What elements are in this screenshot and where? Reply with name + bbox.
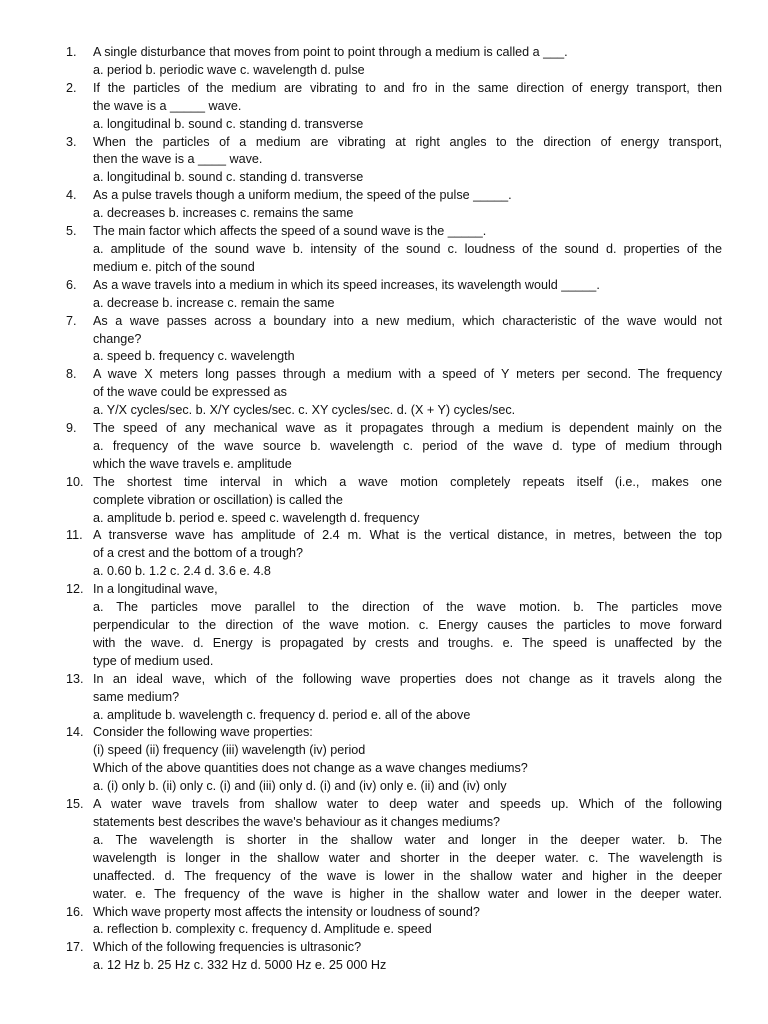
- question-line: a. amplitude b. wavelength c. frequency d. period e. all of the above: [93, 707, 471, 722]
- question-line: a. amplitude b. period e. speed c. wavelength d. frequency: [93, 510, 420, 525]
- question-line: a. 0.60 b. 1.2 c. 2.4 d. 3.6 e. 4.8: [93, 564, 271, 579]
- question-number: 4.: [66, 188, 77, 203]
- question-item: [0, 939, 768, 975]
- question-number: 10.: [66, 474, 84, 489]
- question-item: [0, 904, 768, 940]
- question-number: 8.: [66, 367, 77, 382]
- question-number: 5.: [66, 224, 77, 239]
- question-number: 16.: [66, 904, 84, 919]
- question-line: a. speed b. frequency c. wavelength: [93, 349, 295, 364]
- question-line: a. Y/X cycles/sec. b. X/Y cycles/sec. c. XY cycles/sec. d. (X + Y) cycles/sec.: [93, 403, 516, 418]
- question-text: As a wave travels into a medium in which its speed increases, its wavelength would _____.: [93, 277, 600, 292]
- question-text: In a longitudinal wave,: [93, 582, 218, 597]
- question-line: statements best describes the wave's behaviour as it changes mediums?: [93, 814, 501, 829]
- question-line: a. decrease b. increase c. remain the same: [93, 295, 335, 310]
- question-item: [0, 796, 768, 903]
- question-line: medium e. pitch of the sound: [93, 259, 255, 274]
- question-line: a. reflection b. complexity c. frequency d. Amplitude e. speed: [93, 922, 432, 937]
- question-text: The main factor which affects the speed of a sound wave is the _____.: [93, 224, 487, 239]
- question-line: a. longitudinal b. sound c. standing d. transverse: [93, 170, 364, 185]
- question-line: water. e. The frequency of the wave is higher in the shallow water and lower in the deeper water.: [93, 886, 722, 901]
- question-line: a. 12 Hz b. 25 Hz c. 332 Hz d. 5000 Hz e. 25 000 Hz: [93, 958, 387, 973]
- question-item: [0, 366, 768, 420]
- question-text: When the particles of a medium are vibrating at right angles to the direction of energy transport,: [93, 134, 722, 149]
- question-line: the wave is a _____ wave.: [93, 98, 242, 113]
- question-item: [0, 44, 768, 80]
- question-line: of the wave could be expressed as: [93, 385, 287, 400]
- question-line: Which of the above quantities does not change as a wave changes mediums?: [93, 761, 528, 776]
- question-text: As a wave passes across a boundary into a new medium, which characteristic of the wave would not: [93, 313, 722, 328]
- question-item: [0, 223, 768, 277]
- question-item: [0, 80, 768, 134]
- question-line: then the wave is a ____ wave.: [93, 152, 263, 167]
- question-item: [0, 187, 768, 223]
- question-line: a. amplitude of the sound wave b. intensity of the sound c. loudness of the sound d. properties of the: [93, 241, 722, 256]
- question-line: wavelength is longer in the shallow water and shorter in the deeper water. c. The wavelength is: [93, 850, 722, 865]
- question-number: 14.: [66, 725, 84, 740]
- question-item: [0, 724, 768, 796]
- question-item: [0, 313, 768, 367]
- question-line: of a crest and the bottom of a trough?: [93, 546, 304, 561]
- question-line: change?: [93, 331, 142, 346]
- question-item: [0, 474, 768, 528]
- question-line: a. period b. periodic wave c. wavelength d. pulse: [93, 62, 365, 77]
- question-number: 2.: [66, 80, 77, 95]
- question-number: 11.: [66, 528, 83, 543]
- question-line: complete vibration or oscillation) is called the: [93, 492, 343, 507]
- question-text: A single disturbance that moves from point to point through a medium is called a ___.: [93, 45, 568, 59]
- question-line: a. The wavelength is shorter in the shallow water and longer in the deeper water. b. The: [93, 832, 722, 847]
- question-line: perpendicular to the direction of the wave motion. c. Energy causes the particles to move forward: [93, 618, 722, 632]
- question-line: which the wave travels e. amplitude: [93, 456, 292, 471]
- question-text: If the particles of the medium are vibrating to and fro in the same direction of energy transport, then: [93, 80, 722, 95]
- question-text: A water wave travels from shallow water to deep water and speeds up. Which of the following: [93, 797, 722, 812]
- question-number: 7.: [66, 313, 77, 328]
- question-item: [0, 277, 768, 313]
- question-line: unaffected. d. The frequency of the wave is lower in the shallow water and higher in the deeper: [93, 868, 722, 883]
- question-text: A wave X meters long passes through a medium with a speed of Y meters per second. The frequency: [93, 367, 722, 382]
- question-line: with the wave. d. Energy is propagated by crests and troughs. e. The speed is unaffected by the: [93, 635, 722, 650]
- question-number: 3.: [66, 134, 77, 149]
- question-line: a. frequency of the wave source b. wavelength c. period of the wave d. type of medium through: [93, 438, 722, 453]
- question-text: As a pulse travels though a uniform medium, the speed of the pulse _____.: [93, 188, 512, 203]
- question-line: a. (i) only b. (ii) only c. (i) and (iii) only d. (i) and (iv) only e. (ii) and (iv) only: [93, 779, 507, 794]
- question-text: Which of the following frequencies is ultrasonic?: [93, 940, 362, 955]
- question-number: 15.: [66, 797, 84, 812]
- question-number: 1.: [66, 45, 77, 59]
- question-text: The speed of any mechanical wave as it propagates through a medium is dependent mainly on the: [93, 421, 722, 436]
- question-item: [0, 581, 768, 671]
- question-item: [0, 134, 768, 188]
- question-line: a. longitudinal b. sound c. standing d. transverse: [93, 116, 364, 131]
- question-line: a. The particles move parallel to the direction of the wave motion. b. The particles move: [93, 600, 722, 615]
- question-line: a. decreases b. increases c. remains the same: [93, 206, 354, 221]
- question-text: The shortest time interval in which a wave motion completely repeats itself (i.e., makes one: [93, 474, 722, 489]
- question-line: (i) speed (ii) frequency (iii) wavelength (iv) period: [93, 743, 366, 758]
- question-item: [0, 527, 768, 581]
- question-item: [0, 420, 768, 474]
- question-line: type of medium used.: [93, 653, 214, 668]
- question-line: same medium?: [93, 689, 180, 704]
- question-item: [0, 671, 768, 725]
- question-text: In an ideal wave, which of the following wave properties does not change as it travels along the: [93, 671, 722, 686]
- question-text: A transverse wave has amplitude of 2.4 m. What is the vertical distance, in metres, between the top: [93, 528, 722, 543]
- question-number: 13.: [66, 671, 84, 686]
- question-text: Consider the following wave properties:: [93, 725, 313, 740]
- question-list: [0, 44, 768, 975]
- question-number: 17.: [66, 940, 84, 955]
- question-number: 9.: [66, 421, 77, 436]
- question-number: 12.: [66, 582, 84, 597]
- question-text: Which wave property most affects the intensity or loudness of sound?: [93, 904, 480, 919]
- question-number: 6.: [66, 277, 77, 292]
